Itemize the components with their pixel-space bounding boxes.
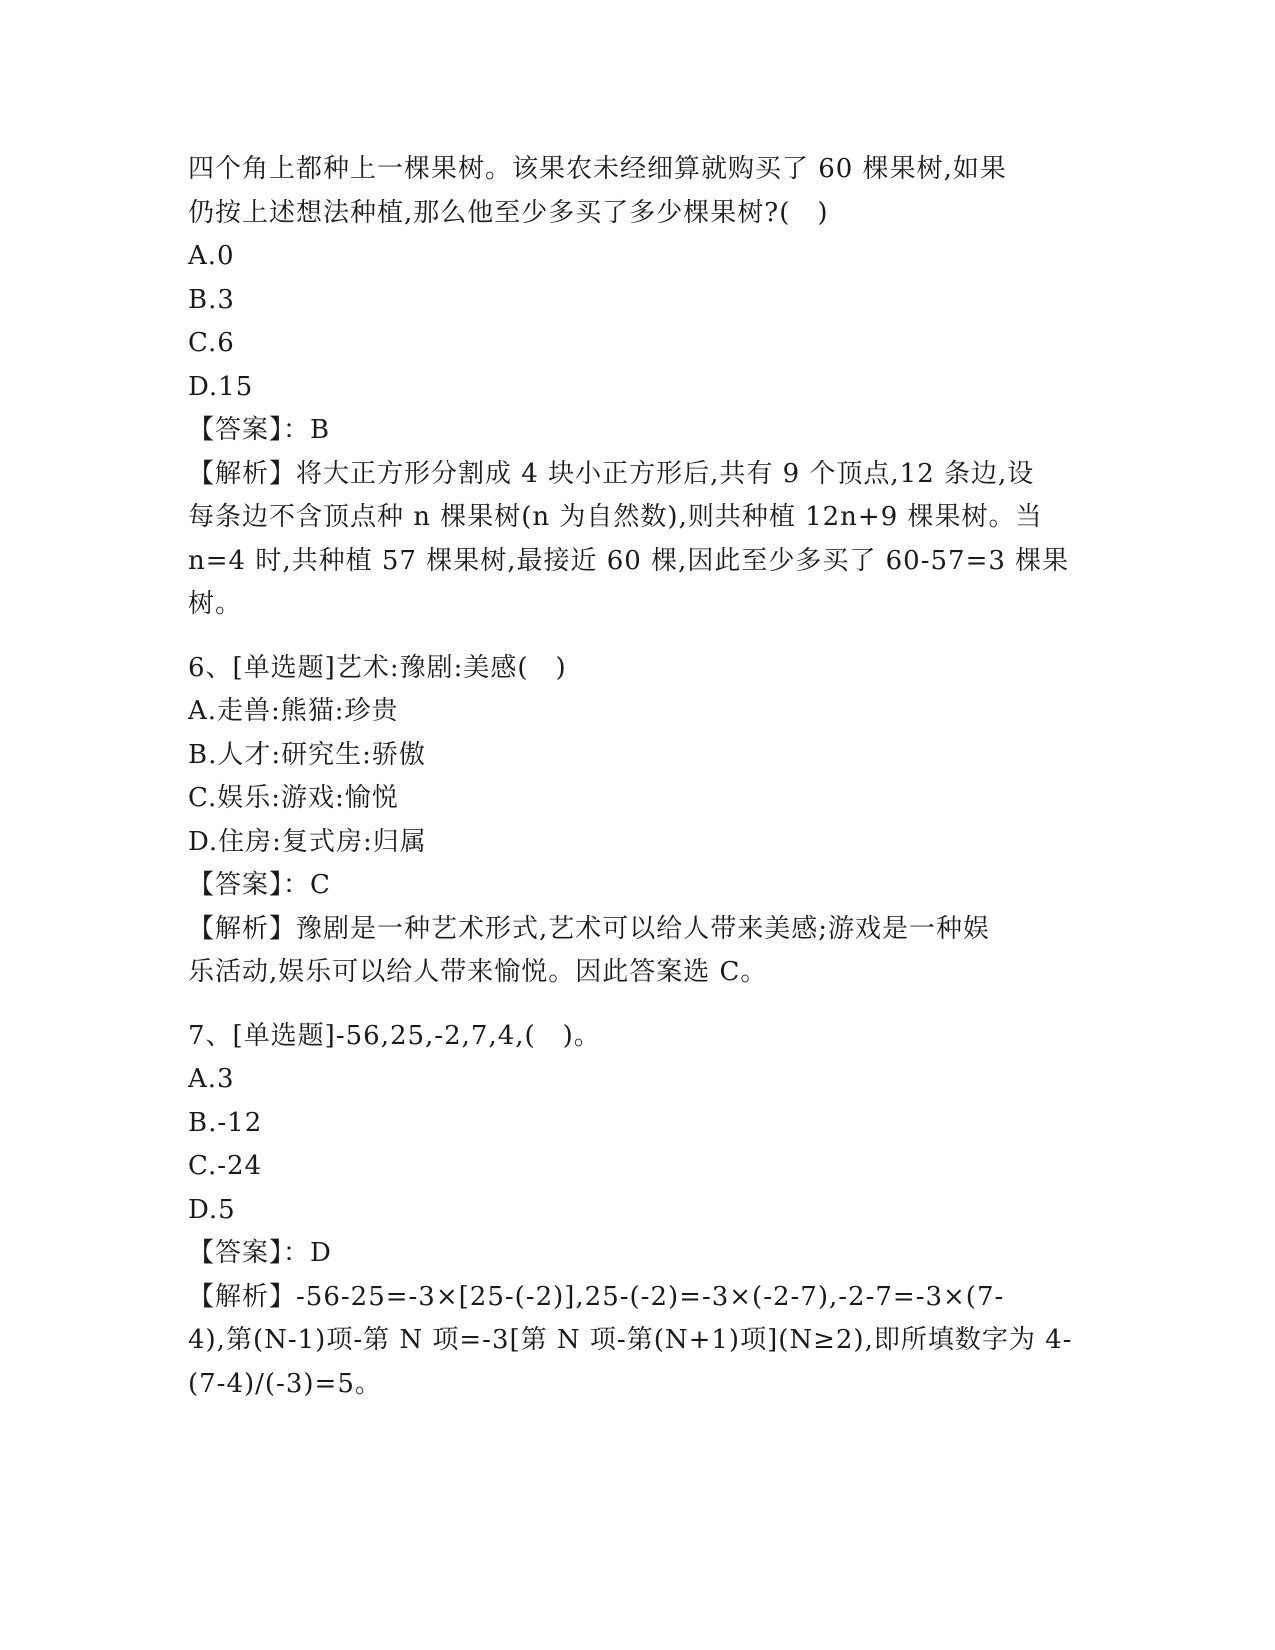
option-b: B.-12 <box>188 1107 263 1138</box>
question-title: 7、[单选题]-56,25,-2,7,4,( )。 <box>188 1020 601 1051</box>
option-a: A.走兽:熊猫:珍贵 <box>188 696 399 726</box>
analysis-line: 乐活动,娱乐可以给人带来愉悦。因此答案选 C。 <box>188 957 768 987</box>
option-c: C.6 <box>188 328 235 358</box>
analysis-line: (7-4)/(-3)=5。 <box>188 1368 382 1399</box>
option-c: C.娱乐:游戏:愉悦 <box>188 783 399 813</box>
section-gap <box>188 995 1088 1015</box>
answer-line: 【答案】：C <box>188 870 331 900</box>
answer-line: 【答案】：B <box>188 415 331 445</box>
analysis-line: 树。 <box>188 589 243 619</box>
option-a: A.3 <box>188 1064 235 1094</box>
answer-line: 【答案】：D <box>188 1238 332 1268</box>
option-d: D.15 <box>188 371 254 402</box>
option-b: B.3 <box>188 284 235 315</box>
question-stem-line: 仍按上述想法种植,那么他至少多买了多少棵果树?( ) <box>188 197 829 228</box>
question-stem-line: 四个角上都种上一棵果树。该果农未经细算就购买了 60 棵果树,如果 <box>188 154 1007 184</box>
section-gap <box>188 627 1088 647</box>
question-5 <box>188 148 1088 627</box>
analysis-line: 【解析】将大正方形分割成 4 块小正方形后,共有 9 个顶点,12 条边,设 <box>188 458 1035 489</box>
analysis-line: n=4 时,共种植 57 棵果树,最接近 60 棵,因此至少多买了 60-57=3 棵果 <box>188 545 1070 576</box>
analysis-line: 【解析】-56-25=-3×[25-(-2)],25-(-2)=-3×(-2-7),-2-7=-3×(7- <box>188 1281 1005 1312</box>
analysis-line: 4),第(N-1)项-第 N 项=-3[第 N 项-第(N+1)项](N≥2),即所填数字为 4- <box>188 1325 1073 1355</box>
analysis-line: 每条边不含顶点种 n 棵果树(n 为自然数),则共种植 12n+9 棵果树。当 <box>188 502 1043 532</box>
question-6 <box>188 647 1088 995</box>
document-page <box>188 148 1088 1406</box>
option-b: B.人才:研究生:骄傲 <box>188 739 426 770</box>
question-7 <box>188 1015 1088 1407</box>
option-d: D.住房:复式房:归属 <box>188 826 427 857</box>
option-a: A.0 <box>188 241 235 271</box>
option-c: C.-24 <box>188 1151 263 1181</box>
question-title: 6、[单选题]艺术:豫剧:美感( ) <box>188 652 567 683</box>
analysis-line: 【解析】豫剧是一种艺术形式,艺术可以给人带来美感;游戏是一种娱 <box>188 913 991 944</box>
option-d: D.5 <box>188 1194 236 1225</box>
